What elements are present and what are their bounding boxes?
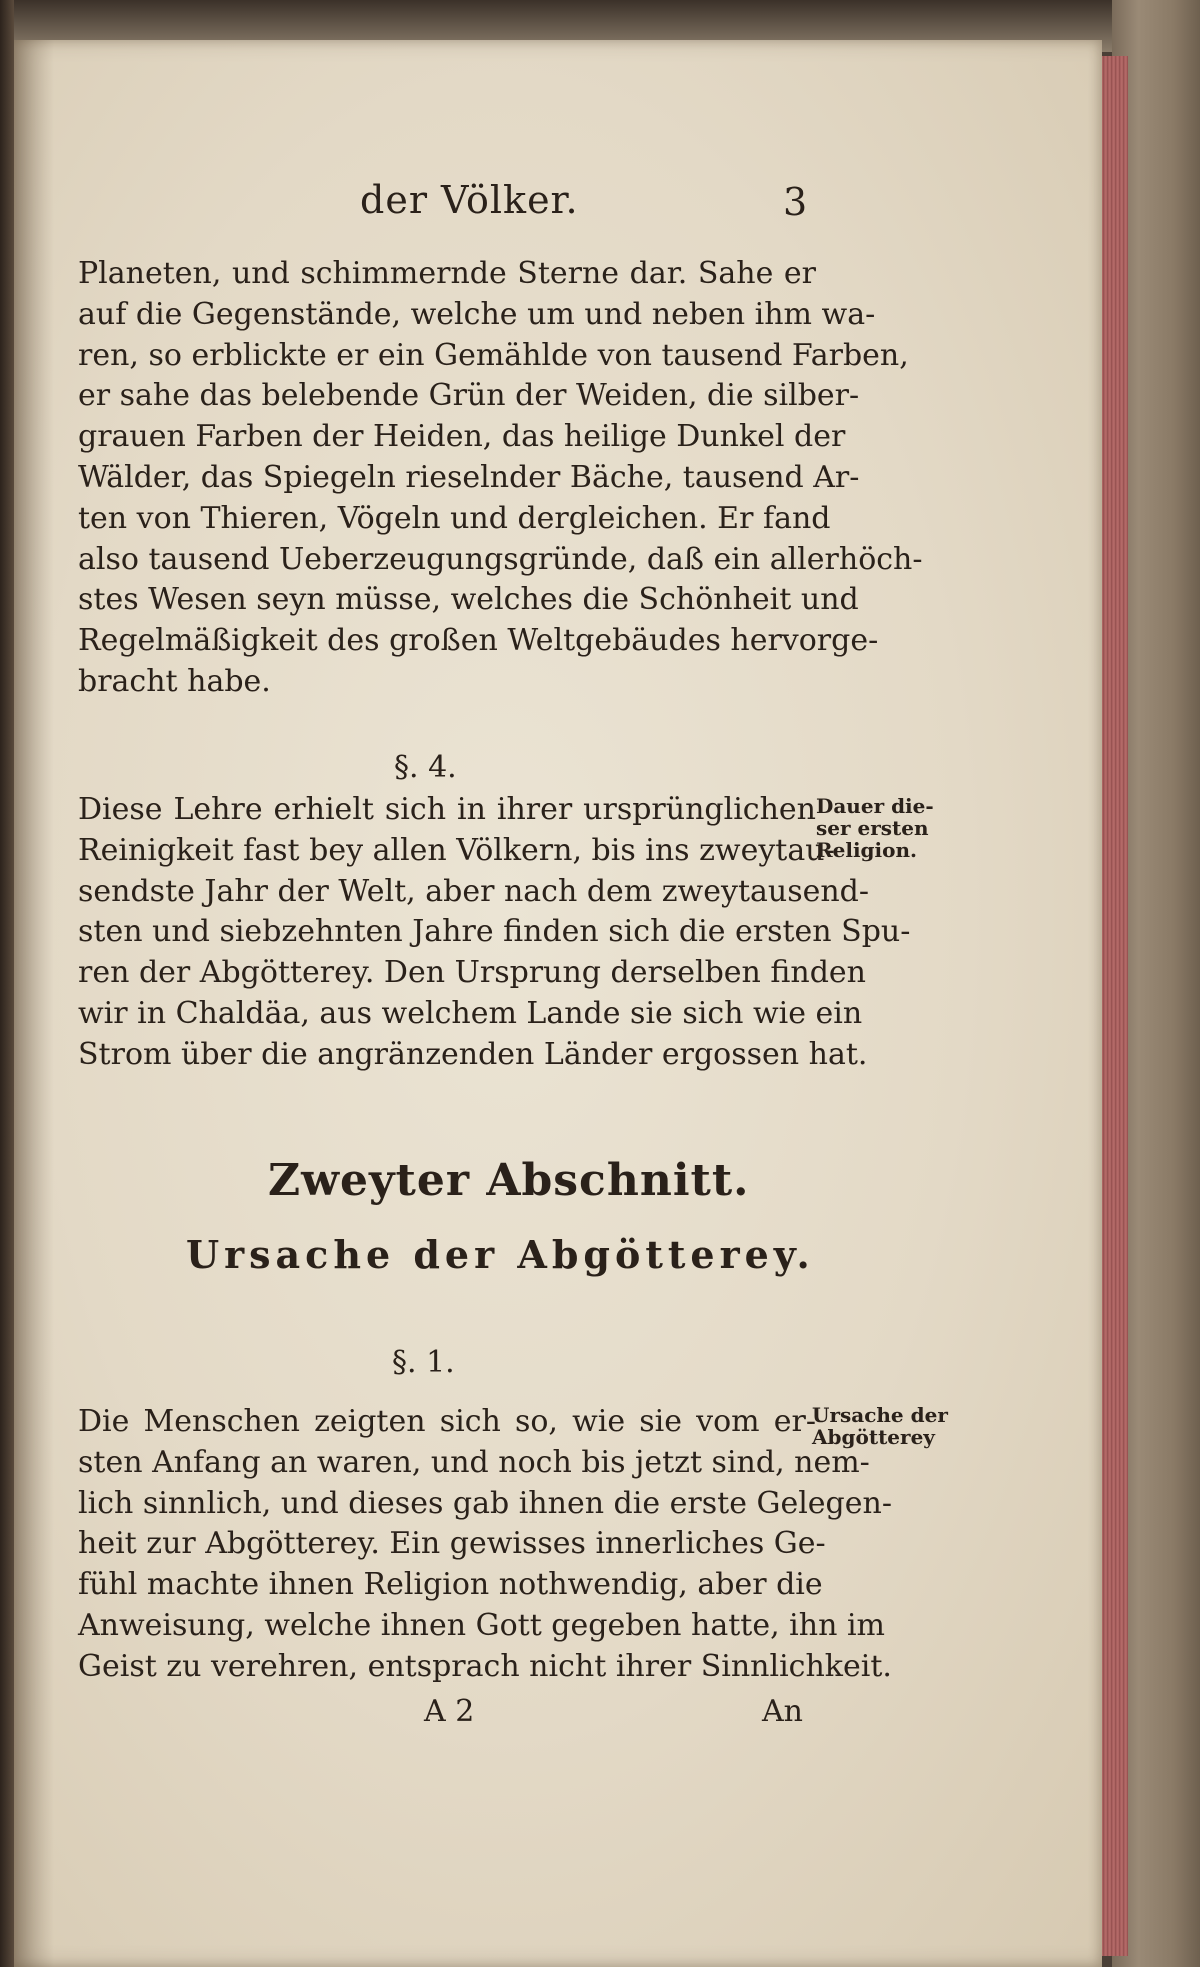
text-line: sten und siebzehnten Jahre finden sich die ersten Spu- (78, 914, 911, 950)
text-line: Geist zu verehren, entsprach nicht ihrer Sinnlichkeit. (78, 1648, 892, 1684)
text-line: heit zur Abgötterey. Ein gewisses innerliches Ge- (78, 1526, 826, 1562)
book-spine-edge (0, 0, 14, 1967)
section-title: Ursache der Abgötterey. (186, 1232, 815, 1277)
marginal-note-2 (812, 1404, 962, 1448)
section-heading: Zweyter Abschnitt. (268, 1155, 750, 1206)
section-mark-1: §. 1. (392, 1345, 455, 1380)
text-line: bracht habe. (78, 663, 271, 699)
text-line: sten Anfang an waren, und noch bis jetzt sind, nem- (78, 1444, 870, 1480)
text-line: Strom über die angränzenden Länder ergossen hat. (78, 1036, 868, 1072)
marginal-note-line: Religion. (816, 838, 917, 862)
catchword: An (762, 1694, 803, 1729)
marginal-note-line: Abgötterey (812, 1425, 935, 1449)
text-line: ren der Abgötterey. Den Ursprung derselben finden (78, 955, 866, 991)
text-line: Reinigkeit fast bey allen Völkern, bis ins zweytau- (78, 832, 835, 868)
text-line: stes Wesen seyn müsse, welches die Schönheit und (78, 582, 859, 618)
text-line: sendste Jahr der Welt, aber nach dem zweytausend- (78, 873, 870, 909)
text-line: fühl machte ihnen Religion nothwendig, aber die (78, 1567, 823, 1603)
text-line: auf die Gegenstände, welche um und neben ihm wa- (78, 296, 876, 332)
text-line: Wälder, das Spiegeln rieselnder Bäche, tausend Ar- (78, 459, 860, 495)
text-line: also tausend Ueberzeugungsgründe, daß ein allerhöch- (78, 541, 923, 577)
marginal-note-line: ser ersten (816, 816, 929, 840)
text-line: grauen Farben der Heiden, das heilige Dunkel der (78, 419, 846, 455)
text-line: Regelmäßigkeit des großen Weltgebäudes hervorge- (78, 623, 879, 659)
text-line: wir in Chaldäa, aus welchem Lande sie sich wie ein (78, 995, 863, 1031)
marginal-note-line: Dauer die- (816, 794, 934, 818)
text-line: lich sinnlich, und dieses gab ihnen die erste Gelegen- (78, 1485, 892, 1521)
text-line: Die Menschen zeigten sich so, wie sie vom er- (78, 1404, 816, 1439)
gutter-shadow (14, 40, 54, 1967)
text-line: ten von Thieren, Vögeln und dergleichen. Er fand (78, 500, 831, 536)
paragraph-1 (78, 254, 923, 703)
marginal-note-1 (816, 795, 966, 861)
page-number: 3 (783, 180, 808, 224)
text-line: Planeten, und schimmernde Sterne dar. Sahe er (78, 256, 816, 291)
text-line: Diese Lehre erhielt sich in ihrer ursprünglichen (78, 792, 816, 827)
text-line: ren, so erblickte er ein Gemählde von tausend Farben, (78, 337, 909, 373)
section-mark-4: §. 4. (394, 750, 457, 785)
page-block-edge (1100, 56, 1128, 1956)
text-line: Anweisung, welche ihnen Gott gegeben hatte, ihn im (78, 1607, 885, 1643)
text-line: er sahe das belebende Grün der Weiden, die silber- (78, 378, 860, 414)
signature-mark: A 2 (424, 1694, 475, 1729)
marginal-note-line: Ursache der (812, 1403, 948, 1427)
running-head: der Völker. (360, 178, 579, 222)
